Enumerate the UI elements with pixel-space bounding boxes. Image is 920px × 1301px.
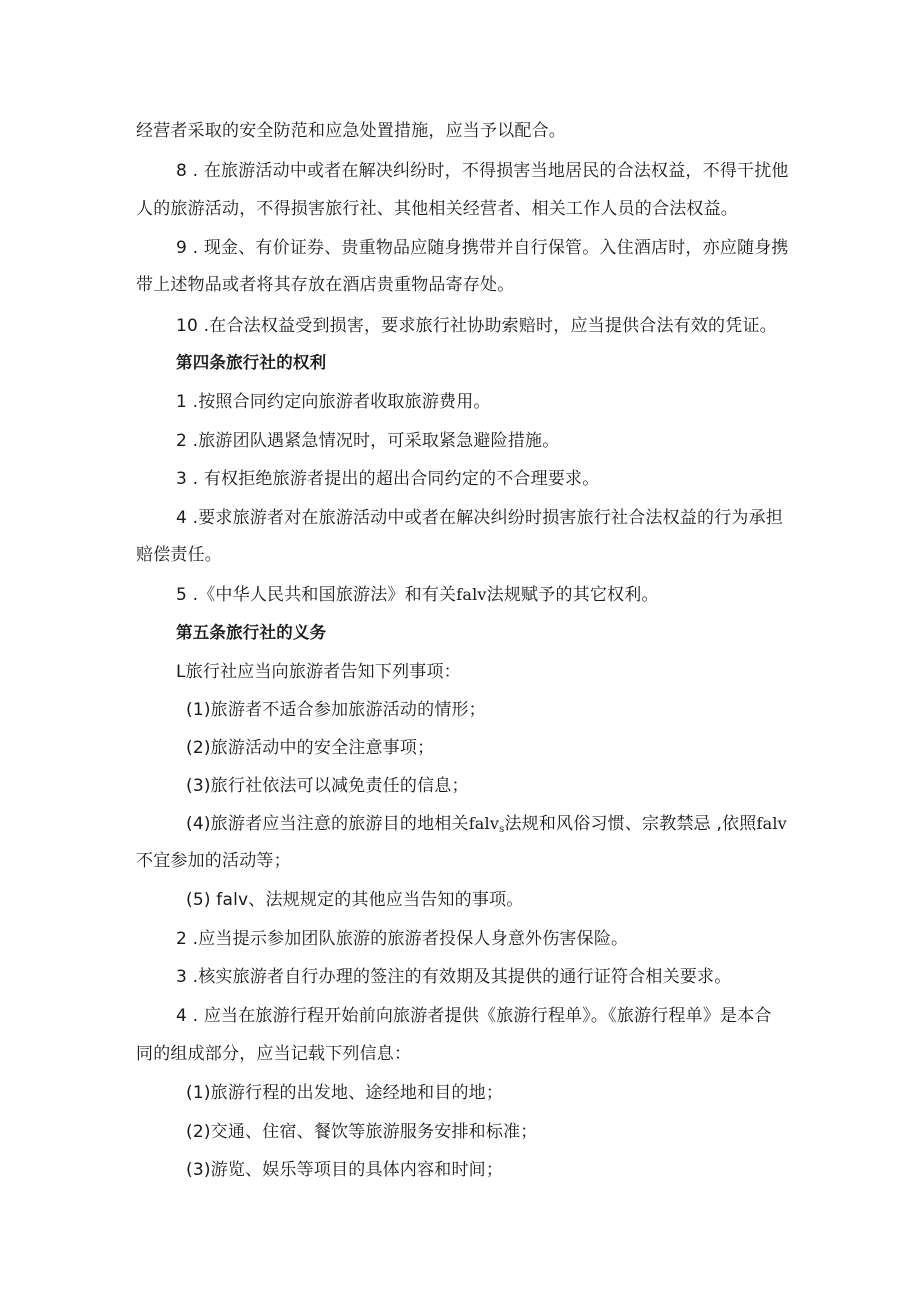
sub-list-item: (5) falv、法规规定的其他应当告知的事项。 xyxy=(186,890,524,910)
sub-list-item: (1)旅游者不适合参加旅游活动的情形； xyxy=(186,700,486,720)
sub-list-item: (3)游览、娱乐等项目的具体内容和时间； xyxy=(186,1160,504,1180)
section-heading: 第五条旅行社的义务 xyxy=(176,623,327,642)
subscript-mark: s xyxy=(499,824,505,835)
list-item xyxy=(176,583,659,607)
sub-list-item: (2)交通、住宿、餐饮等旅游服务安排和标准； xyxy=(186,1122,538,1142)
list-item-text: 5 .《中华人民共和国旅游法》和有关 xyxy=(176,585,457,605)
list-item: 4 .要求旅游者对在旅游活动中或者在解决纠纷时损害旅行社合法权益的行为承担 xyxy=(176,508,784,528)
latin-word: falv xyxy=(456,585,487,604)
paragraph-line: 不宜参加的活动等； xyxy=(136,851,291,871)
latin-word: falv xyxy=(468,814,500,833)
paragraph-line: 同的组成部分，应当记载下列信息： xyxy=(136,1044,412,1064)
list-item-text: 法规赋予的其它权利。 xyxy=(486,585,659,605)
list-item-text: 法规和风俗习惯、宗教禁忌 ,依照 xyxy=(504,814,757,834)
sub-list-item xyxy=(186,812,787,842)
list-item: L旅行社应当向旅游者告知下列事项： xyxy=(176,662,461,682)
list-item: 3 . 有权拒绝旅游者提出的超出合同约定的不合理要求。 xyxy=(176,469,600,489)
paragraph-line: 8 . 在旅游活动中或者在解决纠纷时，不得损害当地居民的合法权益，不得干扰他 xyxy=(176,161,789,181)
paragraph-line: 带上述物品或者将其存放在酒店贵重物品寄存处。 xyxy=(136,275,515,295)
list-item: 2 .应当提示参加团队旅游的旅游者投保人身意外伤害保险。 xyxy=(176,929,629,949)
paragraph-line: 经营者采取的安全防范和应急处置措施，应当予以配合。 xyxy=(136,121,566,141)
sub-list-item: (3)旅行社依法可以减免责任的信息； xyxy=(186,776,469,796)
section-heading: 第四条旅行社的权利 xyxy=(176,353,327,372)
list-item: 2 .旅游团队遇紧急情况时，可采取紧急避险措施。 xyxy=(176,431,560,451)
paragraph-line: 人的旅游活动，不得损害旅行社、其他相关经营者、相关工作人员的合法权益。 xyxy=(136,199,738,219)
paragraph-line: 10 .在合法权益受到损害，要求旅行社协助索赔时，应当提供合法有效的凭证。 xyxy=(176,316,777,336)
sub-list-item: (1)旅游行程的出发地、途经地和目的地； xyxy=(186,1083,504,1103)
latin-word: falv xyxy=(756,814,787,833)
paragraph-line: 赔偿责任。 xyxy=(136,545,222,565)
list-item: 4 . 应当在旅游行程开始前向旅游者提供《旅游行程单》。《旅游行程单》是本合 xyxy=(176,1006,772,1026)
sub-list-item: (2)旅游活动中的安全注意事项； xyxy=(186,738,435,758)
list-item: 3 .核实旅游者自行办理的签注的有效期及其提供的通行证符合相关要求。 xyxy=(176,967,732,987)
list-item: 1 .按照合同约定向旅游者收取旅游费用。 xyxy=(176,392,491,412)
paragraph-line: 9 . 现金、有价证券、贵重物品应随身携带并自行保管。入住酒店时，亦应随身携 xyxy=(176,238,789,258)
list-item-text: (4)旅游者应当注意的旅游目的地相关 xyxy=(186,814,469,834)
